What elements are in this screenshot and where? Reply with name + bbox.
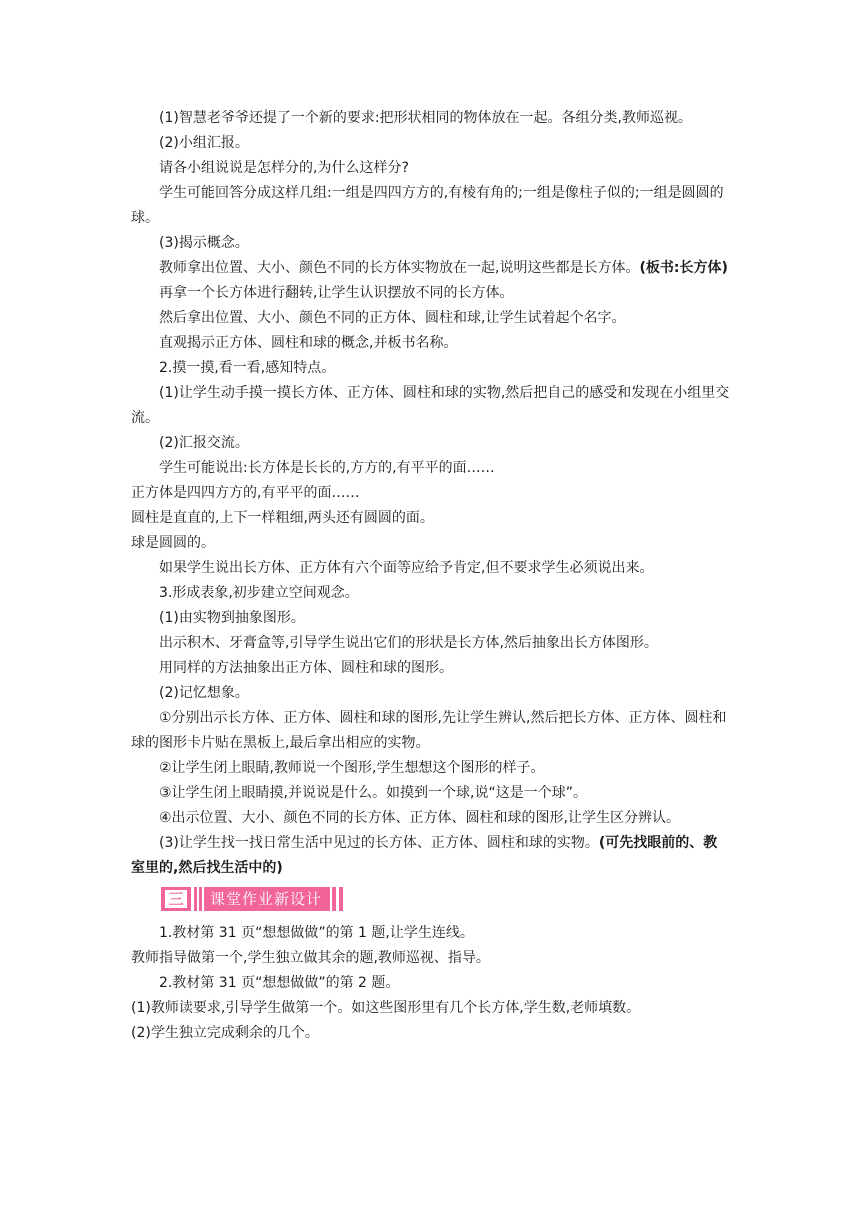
paragraph-text: 2.摸一摸,看一看,感知特点。 xyxy=(159,360,336,376)
paragraph xyxy=(131,1021,731,1046)
paragraph-text: (3)揭示概念。 xyxy=(159,235,249,251)
paragraph xyxy=(131,581,731,606)
paragraph xyxy=(131,531,731,556)
paragraph xyxy=(131,231,731,256)
paragraph xyxy=(131,431,731,456)
paragraph xyxy=(131,281,731,306)
paragraph-text: 学生可能说出:长方体是长长的,方方的,有平平的面…… xyxy=(159,460,495,476)
paragraph xyxy=(131,306,731,331)
bold-note: (板书:长方体) xyxy=(639,260,728,276)
paragraph xyxy=(131,481,731,506)
paragraph-text: (3)让学生找一找日常生活中见过的长方体、正方体、圆柱和球的实物。 xyxy=(159,835,599,851)
paragraph-text: 再拿一个长方体进行翻转,让学生认识摆放不同的长方体。 xyxy=(159,285,514,301)
paragraph xyxy=(131,781,731,806)
paragraph-text: ①分别出示长方体、正方体、圆柱和球的图形,先让学生辨认,然后把长方体、正方体、圆柱和球的图形卡片贴在黑板上,最后拿出相应的实物。 xyxy=(131,710,727,751)
document-body xyxy=(131,106,731,1046)
banner-divider xyxy=(194,887,204,911)
paragraph xyxy=(131,656,731,681)
paragraph-text: 教师指导做第一个,学生独立做其余的题,教师巡视、指导。 xyxy=(131,950,490,966)
paragraph-text: (1)由实物到抽象图形。 xyxy=(159,610,305,626)
paragraph xyxy=(131,946,731,971)
paragraph-text: ②让学生闭上眼睛,教师说一个图形,学生想想这个图形的样子。 xyxy=(159,760,545,776)
paragraph xyxy=(131,831,731,881)
paragraph xyxy=(131,331,731,356)
paragraph xyxy=(131,156,731,181)
paragraph xyxy=(131,106,731,131)
paragraph-text: 球是圆圆的。 xyxy=(131,535,215,551)
paragraph-text: 1.教材第 31 页“想想做做”的第 1 题,让学生连线。 xyxy=(159,925,474,941)
paragraph-text: (2)学生独立完成剩余的几个。 xyxy=(131,1025,319,1041)
paragraph xyxy=(131,996,731,1021)
paragraph-text: 教师拿出位置、大小、颜色不同的长方体实物放在一起,说明这些都是长方体。 xyxy=(159,260,640,276)
paragraph xyxy=(131,181,731,231)
section-title: 课堂作业新设计 xyxy=(204,887,330,911)
paragraph-text: 2.教材第 31 页“想想做做”的第 2 题。 xyxy=(159,975,400,991)
paragraph-text: ④出示位置、大小、颜色不同的长方体、正方体、圆柱和球的图形,让学生区分辨认。 xyxy=(159,810,680,826)
paragraph-text: 出示积木、牙膏盒等,引导学生说出它们的形状是长方体,然后抽象出长方体图形。 xyxy=(159,635,658,651)
paragraph-text: (1)让学生动手摸一摸长方体、正方体、圆柱和球的实物,然后把自己的感受和发现在小组里交流。 xyxy=(131,385,730,426)
paragraph-text: 3.形成表象,初步建立空间观念。 xyxy=(159,585,359,601)
paragraph-text: (2)记忆想象。 xyxy=(159,685,249,701)
paragraph-text: ③让学生闭上眼睛摸,并说说是什么。如摸到一个球,说“这是一个球”。 xyxy=(159,785,587,801)
paragraph xyxy=(131,256,731,281)
section-number-badge xyxy=(161,887,191,911)
paragraph xyxy=(131,381,731,431)
paragraph-text: 直观揭示正方体、圆柱和球的概念,并板书名称。 xyxy=(159,335,458,351)
paragraph-text: (2)汇报交流。 xyxy=(159,435,249,451)
paragraph-text: 然后拿出位置、大小、颜色不同的正方体、圆柱和球,让学生试着起个名字。 xyxy=(159,310,626,326)
paragraph xyxy=(131,756,731,781)
paragraph-text: 如果学生说出长方体、正方体有六个面等应给予肯定,但不要求学生必须说出来。 xyxy=(159,560,654,576)
paragraph-text: (1)教师读要求,引导学生做第一个。如这些图形里有几个长方体,学生数,老师填数。 xyxy=(131,1000,641,1016)
paragraph xyxy=(131,606,731,631)
homework-steps xyxy=(131,921,731,1046)
paragraph-text: 请各小组说说是怎样分的,为什么这样分? xyxy=(159,160,409,176)
paragraph xyxy=(131,356,731,381)
paragraph xyxy=(131,681,731,706)
paragraph xyxy=(131,131,731,156)
paragraph xyxy=(131,706,731,756)
section-number: 三 xyxy=(165,890,187,908)
paragraph xyxy=(131,921,731,946)
paragraph-text: 正方体是四四方方的,有平平的面…… xyxy=(131,485,360,501)
bold-note: (可先找眼前的、教室里的,然后找生活中的) xyxy=(131,835,718,876)
section-banner xyxy=(161,887,731,911)
lesson-steps xyxy=(131,106,731,881)
paragraph-text: 用同样的方法抽象出正方体、圆柱和球的图形。 xyxy=(159,660,453,676)
paragraph xyxy=(131,456,731,481)
paragraph xyxy=(131,506,731,531)
paragraph xyxy=(131,971,731,996)
paragraph-text: 学生可能回答分成这样几组:一组是四四方方的,有棱有角的;一组是像柱子似的;一组是圆圆的球。 xyxy=(131,185,724,226)
paragraph xyxy=(131,631,731,656)
paragraph-text: (2)小组汇报。 xyxy=(159,135,249,151)
banner-tail xyxy=(332,887,346,911)
paragraph-text: (1)智慧老爷爷还提了一个新的要求:把形状相同的物体放在一起。各组分类,教师巡视。 xyxy=(159,110,692,126)
paragraph xyxy=(131,556,731,581)
paragraph-text: 圆柱是直直的,上下一样粗细,两头还有圆圆的面。 xyxy=(131,510,434,526)
paragraph xyxy=(131,806,731,831)
